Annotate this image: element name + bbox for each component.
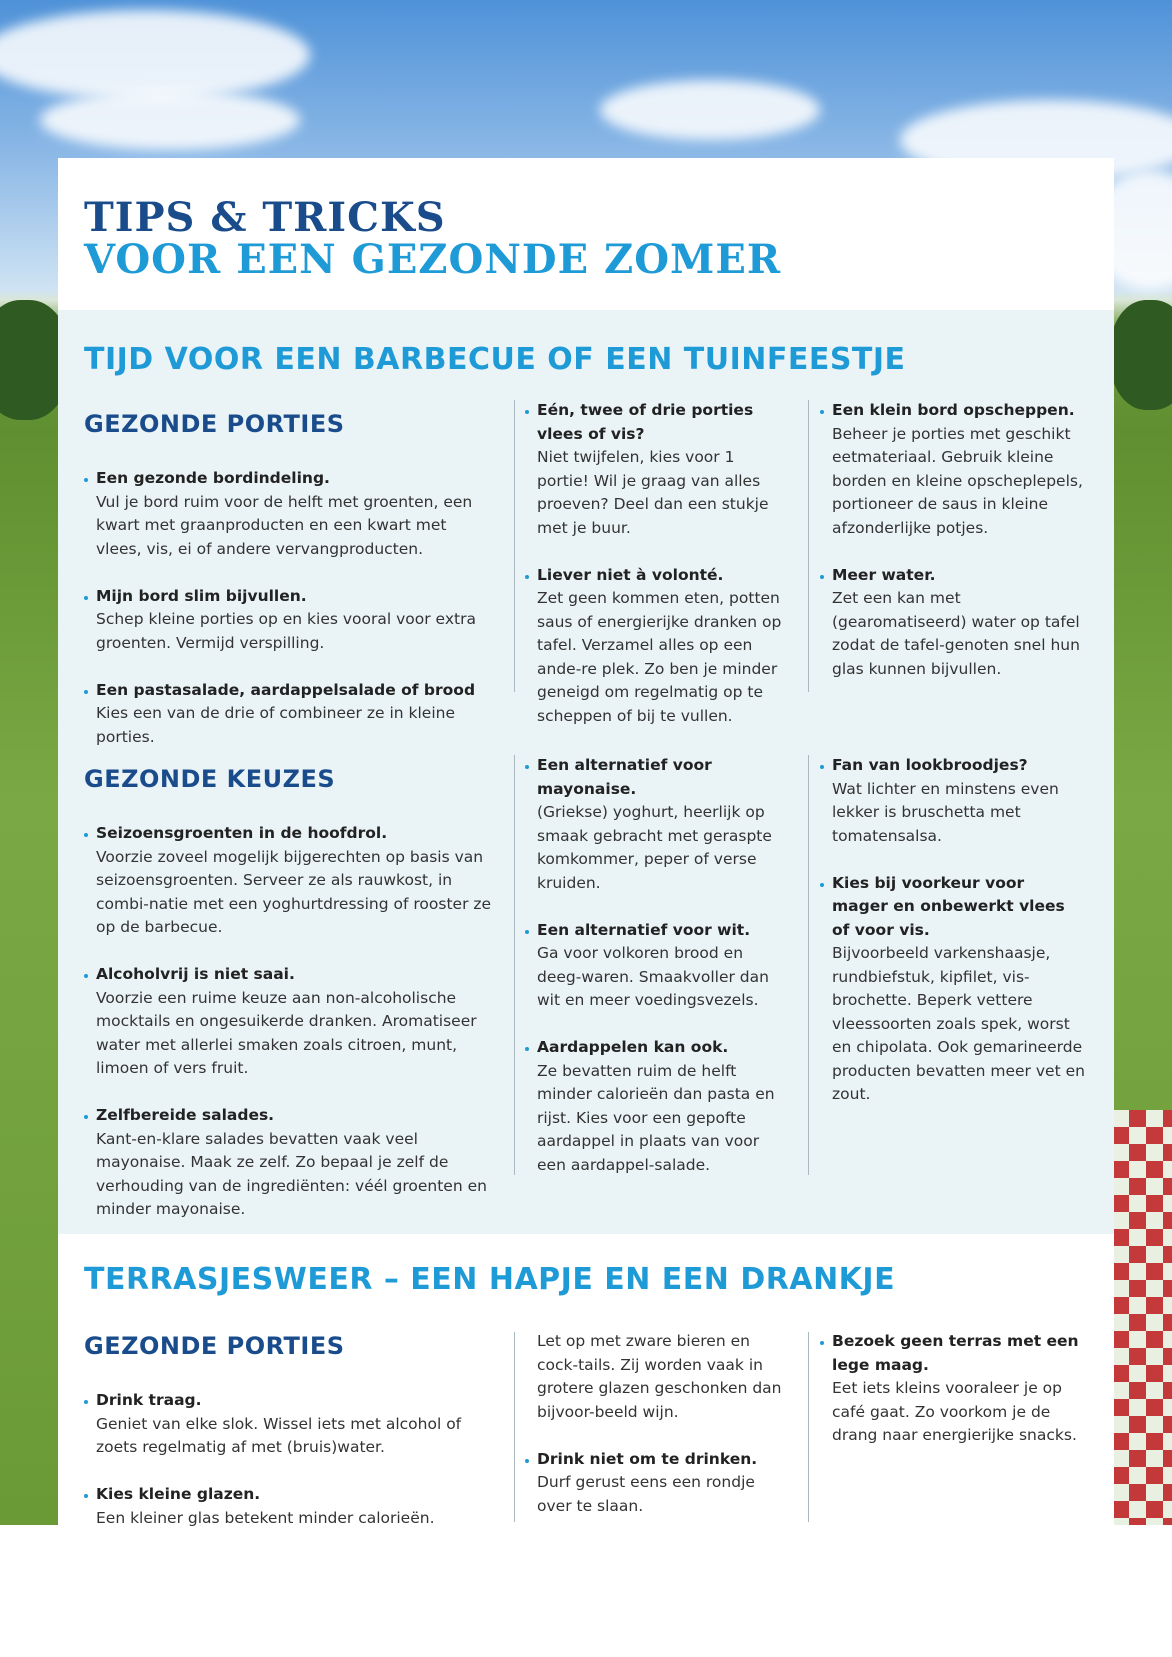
tip-heading: Drink traag. bbox=[84, 1389, 496, 1413]
tip-body: Niet twijfelen, kies voor 1 portie! Wil je graag van alles proeven? Deel dan een stukje met je buur. bbox=[537, 448, 769, 537]
tip-body: (Griekse) yoghurt, heerlijk op smaak gebracht met geraspte komkommer, peper of verse kruiden. bbox=[537, 803, 772, 892]
tip-body: Zet een kan met (gearomatiseerd) water op tafel zodat de tafel-genoten snel hun glas kunnen bijvullen. bbox=[832, 589, 1080, 678]
tip-item bbox=[525, 399, 790, 540]
tip-item bbox=[525, 1448, 790, 1519]
portions-column-2 bbox=[525, 399, 790, 752]
terrace-section bbox=[58, 1234, 1114, 1525]
column-divider bbox=[514, 400, 515, 692]
column-divider bbox=[514, 755, 515, 1175]
tip-heading: Zelfbereide salades. bbox=[84, 1104, 496, 1128]
tip-heading: Mijn bord slim bijvullen. bbox=[84, 585, 496, 609]
tip-item bbox=[525, 564, 790, 729]
tip-item bbox=[84, 1389, 496, 1460]
tip-body: Durf gerust eens een rondje over te slaan. bbox=[537, 1473, 755, 1515]
tip-heading: Een klein bord opscheppen. bbox=[820, 399, 1085, 423]
barbecue-section bbox=[58, 310, 1114, 1234]
tip-item bbox=[820, 564, 1085, 682]
tip-body: Vul je bord ruim voor de helft met groenten, een kwart met graanproducten en een kwart met vlees, vis, ei of andere vervangproducten. bbox=[96, 492, 473, 558]
tip-item bbox=[84, 1104, 496, 1222]
tip-item bbox=[84, 822, 496, 940]
terrace-column-2 bbox=[525, 1330, 790, 1542]
tip-body: Voorzie een ruime keuze aan non-alcoholische mocktails en ongesuikerde dranken. Aromatiseer water met allerlei smaken zoals citroen, munt, limoen of vers fruit. bbox=[96, 988, 477, 1077]
tip-item bbox=[84, 585, 496, 656]
tip-body: Een kleiner glas betekent minder calorieën. bbox=[96, 1508, 435, 1527]
tip-body: Ze bevatten ruim de helft minder calorieën dan pasta en rijst. Kies voor een gepofte aardappel in plaats van voor een aardappel-salade. bbox=[537, 1061, 775, 1174]
terrace-column-3 bbox=[820, 1330, 1085, 1471]
tip-heading: Een gezonde bordindeling. bbox=[84, 467, 496, 491]
tip-heading: Eén, twee of drie porties vlees of vis? bbox=[525, 399, 790, 446]
page-subtitle: VOOR EEN GEZONDE ZOMER bbox=[84, 236, 782, 283]
tip-item bbox=[525, 1036, 790, 1177]
choices-column-1 bbox=[84, 822, 496, 1245]
tip-body: Ga voor volkoren brood en deeg-waren. Smaakvoller dan wit en meer voedingsvezels. bbox=[537, 944, 769, 1009]
tip-heading: Bezoek geen terras met een lege maag. bbox=[820, 1330, 1085, 1377]
tip-heading: Kies bij voorkeur voor mager en onbewerkt vlees of voor vis. bbox=[820, 872, 1085, 943]
portions-column-1 bbox=[84, 467, 496, 773]
tip-heading: Meer water. bbox=[820, 564, 1085, 588]
tip-item bbox=[820, 399, 1085, 540]
tip-item bbox=[84, 679, 496, 750]
tip-item bbox=[84, 1483, 496, 1530]
tip-body: Voorzie zoveel mogelijk bijgerechten op basis van seizoensgroenten. Serveer ze als rauwkost, in combi-natie met een yoghurtdressing of rooster ze op de barbecue. bbox=[96, 847, 492, 936]
column-divider bbox=[514, 1332, 515, 1522]
section-title: TIJD VOOR EEN BARBECUE OF EEN TUINFEESTJE bbox=[84, 342, 906, 377]
tip-body: Kant-en-klare salades bevatten vaak veel mayonaise. Maak ze zelf. Zo bepaal je zelf de verhouding van de ingrediënten: véél groenten en minder mayonaise. bbox=[96, 1129, 487, 1218]
subheading-portions: GEZONDE PORTIES bbox=[84, 410, 345, 438]
tip-heading: Kies kleine glazen. bbox=[84, 1483, 496, 1507]
tip-item bbox=[525, 1330, 790, 1424]
tip-body: Kies een van de drie of combineer ze in kleine porties. bbox=[96, 704, 455, 746]
tip-item bbox=[84, 467, 496, 561]
cloud bbox=[40, 90, 300, 150]
picnic-blanket bbox=[1112, 1110, 1172, 1525]
tree bbox=[1110, 300, 1172, 410]
tip-body: Let op met zware bieren en cock-tails. Zij worden vaak in grotere glazen geschonken dan bijvoor-beeld wijn. bbox=[537, 1332, 782, 1421]
tip-heading: Een pastasalade, aardappelsalade of brood bbox=[84, 679, 496, 703]
tip-heading: Een alternatief voor mayonaise. bbox=[525, 754, 790, 801]
tip-heading: Liever niet à volonté. bbox=[525, 564, 790, 588]
tip-heading: Een alternatief voor wit. bbox=[525, 919, 790, 943]
cloud bbox=[0, 10, 310, 100]
choices-column-2 bbox=[525, 754, 790, 1201]
subheading-portions: GEZONDE PORTIES bbox=[84, 1332, 345, 1360]
tip-heading: Drink niet om te drinken. bbox=[525, 1448, 790, 1472]
tip-heading: Fan van lookbroodjes? bbox=[820, 754, 1085, 778]
tip-heading: Alcoholvrij is niet saai. bbox=[84, 963, 496, 987]
tip-body: Geniet van elke slok. Wissel iets met alcohol of zoets regelmatig af met (bruis)water. bbox=[96, 1414, 462, 1456]
column-divider bbox=[808, 755, 809, 1175]
section-title: TERRASJESWEER – EEN HAPJE EN EEN DRANKJE bbox=[84, 1262, 896, 1297]
terrace-column-1 bbox=[84, 1389, 496, 1554]
portions-column-3 bbox=[820, 399, 1085, 705]
tip-item bbox=[820, 872, 1085, 1107]
choices-column-3 bbox=[820, 754, 1085, 1130]
cloud bbox=[600, 80, 820, 140]
header-panel bbox=[58, 158, 1114, 310]
tip-body: Schep kleine porties op en kies vooral voor extra groenten. Vermijd verspilling. bbox=[96, 610, 476, 652]
tip-body: Wat lichter en minstens even lekker is bruschetta met tomatensalsa. bbox=[832, 779, 1059, 845]
tip-heading: Aardappelen kan ook. bbox=[525, 1036, 790, 1060]
tip-heading: Seizoensgroenten in de hoofdrol. bbox=[84, 822, 496, 846]
tip-body: Zet geen kommen eten, potten saus of energierijke dranken op tafel. Verzamel alles op een ande-re plek. Zo ben je minder geneigd om regelmatig op te scheppen of bij te vullen. bbox=[537, 589, 782, 725]
tip-body: Bijvoorbeeld varkenshaasje, rundbiefstuk, kipfilet, vis-brochette. Beperk vettere vleessoorten zoals spek, worst en chipolata. Ook gemarineerde producten bevatten meer vet en zout. bbox=[832, 944, 1085, 1103]
tip-item bbox=[820, 754, 1085, 848]
tip-item bbox=[820, 1330, 1085, 1448]
tip-body: Eet iets kleins vooraleer je op café gaat. Zo voorkom je de drang naar energierijke snacks. bbox=[832, 1379, 1077, 1444]
tip-body: Beheer je porties met geschikt eetmateriaal. Gebruik kleine borden en kleine opscheplepels, portioneer de saus in kleine afzonderlijke potjes. bbox=[832, 424, 1083, 537]
page-title: TIPS & TRICKS bbox=[84, 194, 446, 241]
tip-item bbox=[525, 754, 790, 895]
tip-item bbox=[525, 919, 790, 1013]
subheading-choices: GEZONDE KEUZES bbox=[84, 765, 336, 793]
tip-item bbox=[84, 963, 496, 1081]
column-divider bbox=[808, 400, 809, 692]
column-divider bbox=[808, 1332, 809, 1522]
